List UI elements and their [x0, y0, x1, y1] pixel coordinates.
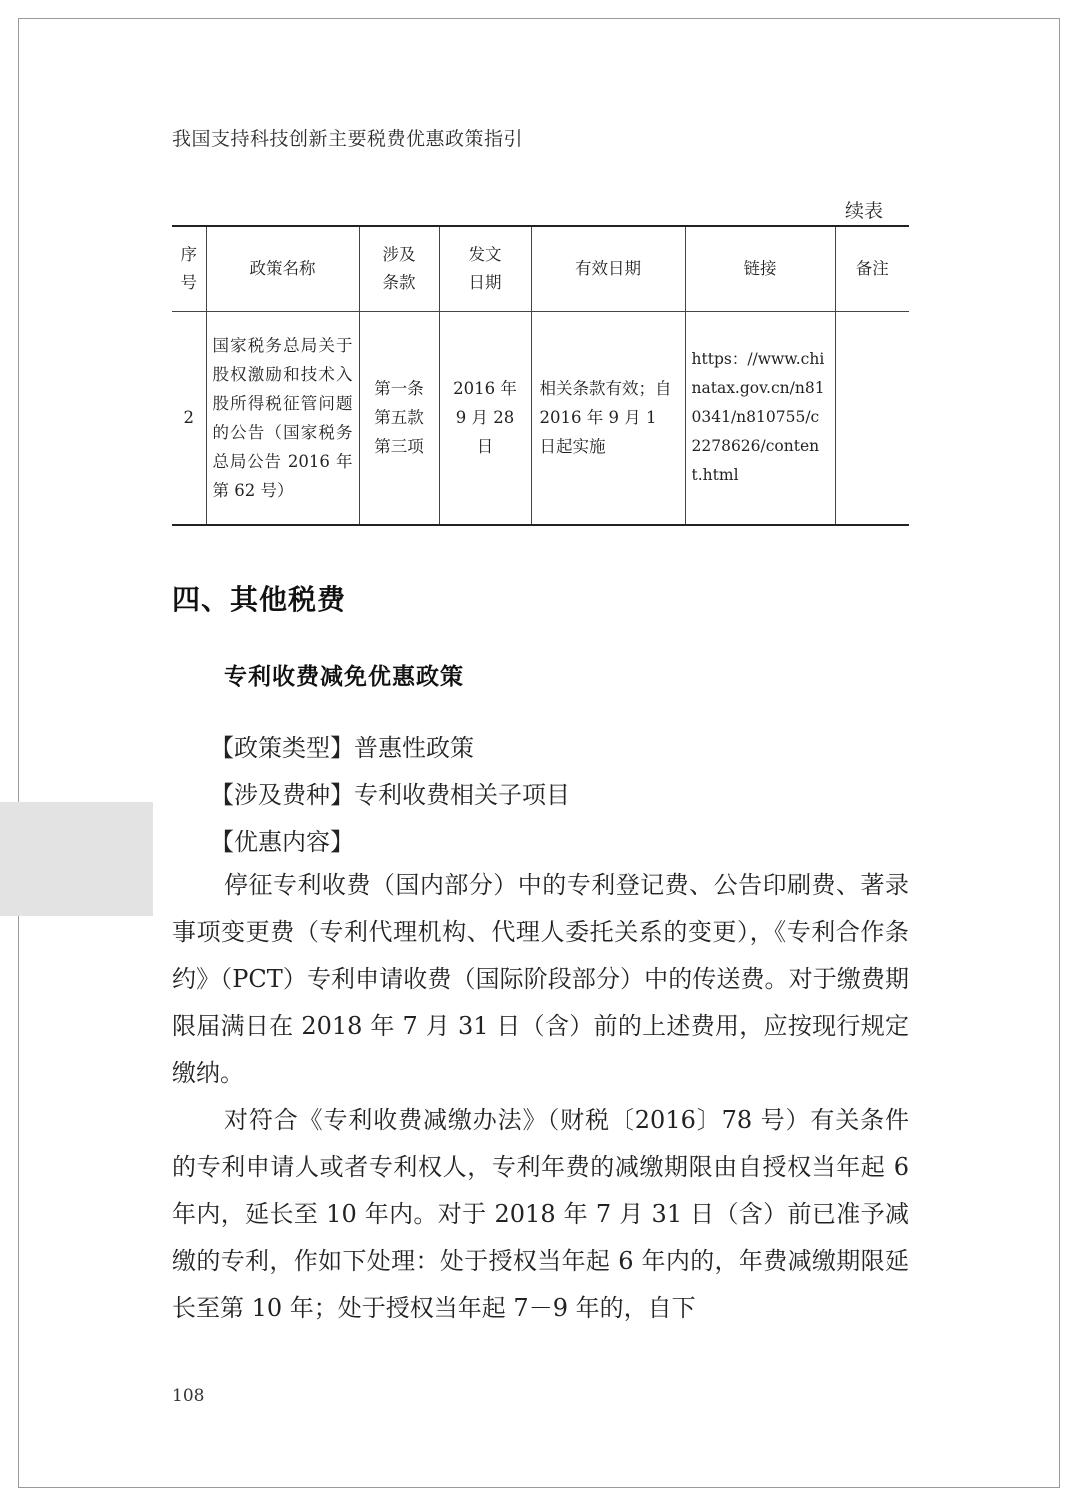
header-clause: 涉及条款	[359, 226, 439, 311]
cell-policy-name: 国家税务总局关于股权激励和技术入股所得税征管问题的公告（国家税务总局公告 2016 年第 62 号）	[206, 311, 359, 525]
header-note: 备注	[835, 226, 909, 311]
cell-valid-date: 相关条款有效；自 2016 年 9 月 1 日起实施	[531, 311, 685, 525]
header-issue-date: 发文日期	[439, 226, 531, 311]
continued-table-label: 续表	[845, 200, 884, 222]
body-paragraph-1: 停征专利收费（国内部分）中的专利登记费、公告印刷费、著录事项变更费（专利代理机构、代理人委托关系的变更），《专利合作条约》（PCT）专利申请收费（国际阶段部分）中的传送费。对于缴费期限届满日在 2018 年 7 月 31 日（含）前的上述费用，应按现行规定缴纳。	[172, 871, 909, 1087]
sub-heading: 专利收费减免优惠政策	[224, 663, 464, 690]
running-head: 我国支持科技创新主要税费优惠政策指引	[172, 128, 524, 150]
cell-issue-date: 2016 年9 月 28 日	[439, 311, 531, 525]
page-number: 108	[172, 1386, 205, 1406]
body-paragraph-2: 对符合《专利收费减缴办法》（财税〔2016〕78 号）有关条件的专利申请人或者专利权人，专利年费的减缴期限由自授权当年起 6 年内，延长至 10 年内。对于 2018 年 7 月 31 日（含）前已准予减缴的专利，作如下处理：处于授权当年起 6 年内的，年费减缴期限延长至第 10 年；处于授权当年起 7－9 年的，自下	[172, 1106, 909, 1322]
header-valid-date: 有效日期	[531, 226, 685, 311]
side-thumb-tab	[0, 802, 153, 916]
field-content-label: 【优惠内容】	[210, 828, 354, 856]
table-row	[172, 311, 909, 525]
cell-note	[835, 311, 909, 525]
section-heading: 四、其他税费	[172, 583, 347, 616]
cell-clause: 第一条第五款第三项	[359, 311, 439, 525]
header-policy-name: 政策名称	[206, 226, 359, 311]
header-serial-number: 序号	[172, 226, 206, 311]
table-header-row	[172, 226, 909, 311]
cell-link[interactable]: https：//www.chinatax.gov.cn/n810341/n810755/c2278626/content.html	[685, 311, 835, 525]
field-fee-type: 【涉及费种】专利收费相关子项目	[210, 781, 570, 809]
policy-table	[172, 225, 909, 526]
cell-serial-number: 2	[172, 311, 206, 525]
header-link: 链接	[685, 226, 835, 311]
field-policy-type: 【政策类型】普惠性政策	[210, 734, 474, 762]
